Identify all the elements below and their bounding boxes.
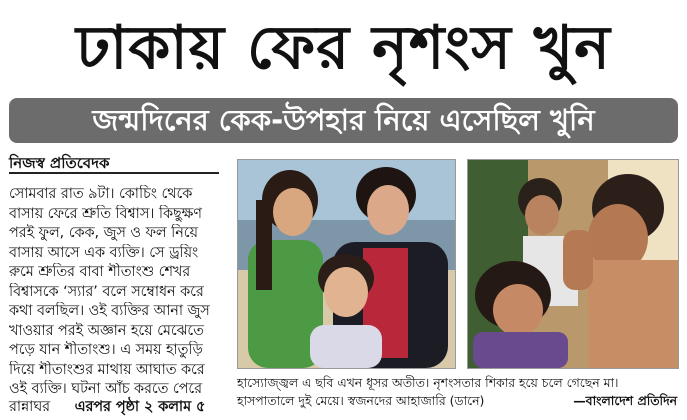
family-photo-image [238, 160, 455, 368]
article-tail [9, 396, 223, 420]
byline-divider [9, 172, 219, 174]
subheadline-banner: জন্মদিনের কেক-উপহার নিয়ে এসেছিল খুনি [9, 98, 678, 143]
article-line: রুমে শ্রুতির বাবা শীতাংশু শেখর [9, 264, 191, 280]
article-line: পরই ফুল, কেক, জুস ও ফল নিয়ে [9, 225, 198, 241]
article-line: খাওয়ার পরই অজ্ঞান হয়ে মেঝেতে [9, 322, 204, 339]
article-line: দিয়ে শীতাংশুর মাথায় আঘাত করে [9, 361, 205, 378]
article-line: পড়ে যান শীতাংশু। এ সময় হাতুড়ি [9, 342, 203, 358]
continuation-note: এরপর পৃষ্ঠা ২ কলাম ৫ [74, 399, 206, 415]
family-photo [237, 159, 456, 369]
caption-line: হাস্যোজ্জ্বল এ ছবি এখন ধূসর অতীত। নৃশংসতার শিকার হয়ে চলে গেছেন মা। [237, 375, 619, 390]
caption-line-2 [237, 392, 677, 410]
article-line: ওই ব্যক্তি। ঘটনা আঁচ করতে পেরে [9, 381, 203, 397]
article-body [9, 185, 223, 410]
caption-line: হাসপাতালে দুই মেয়ে। স্বজনদের আহাজারি (ডানে) [237, 393, 485, 408]
headline: ঢাকায় ফের নৃশংস খুন [76, 13, 611, 83]
article-line: বাসায় আসে এক ব্যক্তি। সে ড্রয়িং [9, 244, 199, 261]
photo-caption [237, 374, 677, 410]
article-line: কথা বলছিল। ওই ব্যক্তির আনা জুস [9, 303, 210, 319]
byline: নিজস্ব প্রতিবেদক [9, 154, 110, 172]
article-line: সোমবার রাত ৯টা। কোচিং থেকে [9, 186, 193, 202]
mourning-photo-image [468, 160, 678, 368]
mourning-photo [467, 159, 679, 369]
article-line: বিশ্বাসকে ‘স্যার’ বলে সম্বোধন করে [9, 283, 204, 300]
photo-credit: —বাংলাদেশ প্রতিদিন [573, 393, 677, 408]
tail-word: রান্নাঘর [9, 399, 51, 415]
article-line: বাসায় ফেরে শ্রুতি বিশ্বাস। কিছুক্ষণ [9, 205, 202, 222]
